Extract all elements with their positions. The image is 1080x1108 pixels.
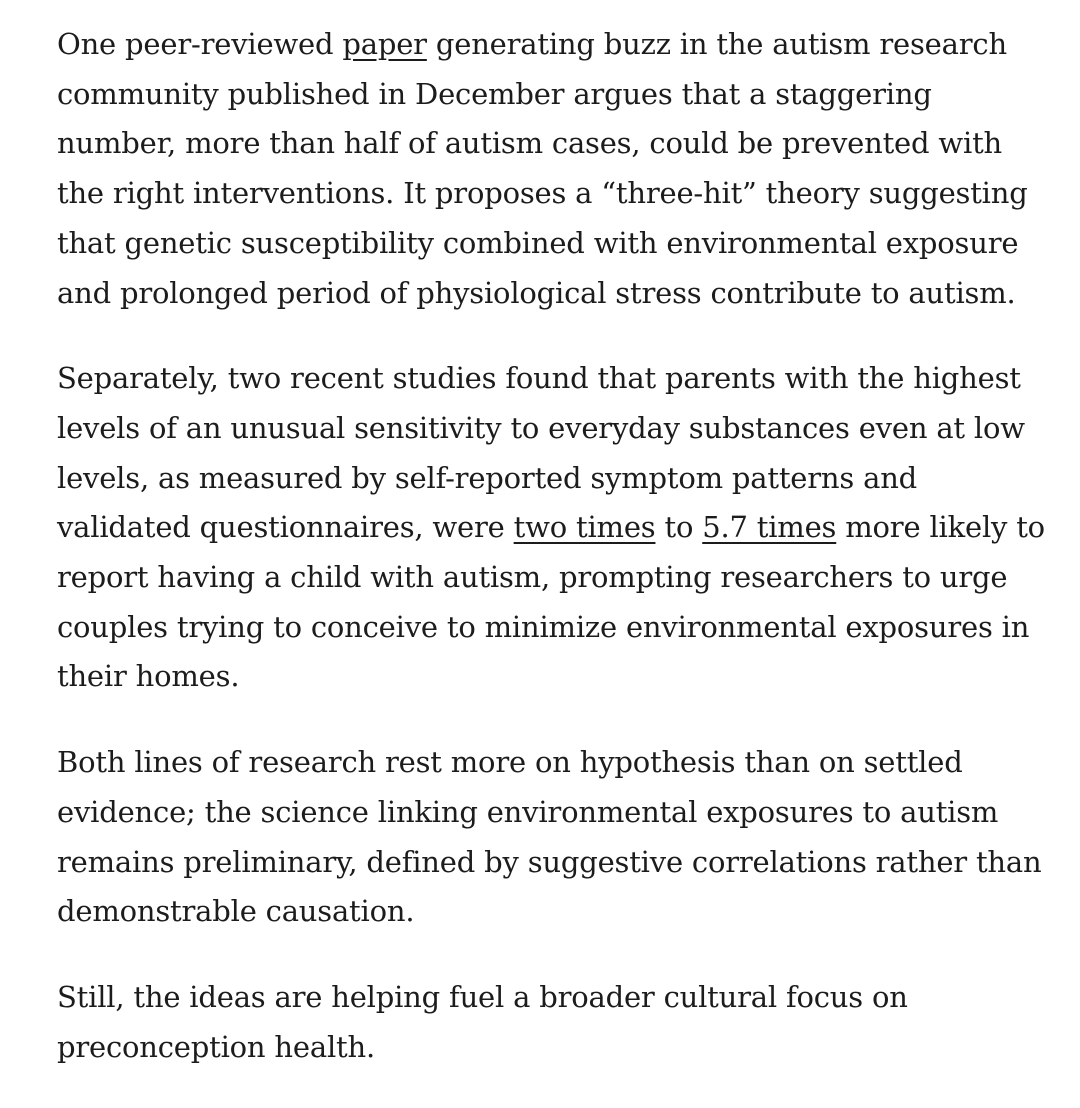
p2-text-between: to: [655, 510, 703, 545]
paragraph-three-hit-theory: [57, 20, 1047, 318]
p1-text-end: generating buzz in the autism research community published in December argues that a staggering number, more than half of autism cases, could be prevented with the right interventions. It proposes a “three-hit” theory suggesting that genetic susceptibility combined with environmental exposure and prolonged period of physiological stress contribute to autism.: [57, 27, 1028, 310]
paragraph-preconception-health: Still, the ideas are helping fuel a broader cultural focus on preconception health.: [57, 979, 908, 1064]
p2-text-end: more likely to report having a child with autism, prompting researchers to urge couples trying to conceive to minimize environmental exposures in their homes.: [57, 510, 1045, 694]
two-times-study-link[interactable]: two times: [513, 510, 656, 545]
five-seven-times-study-link[interactable]: 5.7 times: [702, 510, 837, 545]
paragraph-preliminary-evidence: Both lines of research rest more on hypothesis than on settled evidence; the science linking environmental exposures to autism remains preliminary, defined by suggestive correlations rather than demonstrable causation.: [57, 745, 1042, 929]
p1-text-start: One peer-reviewed: [57, 27, 343, 61]
paragraph-parent-sensitivity-studies: [57, 354, 1047, 702]
paper-link[interactable]: paper: [342, 27, 427, 61]
article-body: [57, 20, 1047, 1108]
p2-text-start: Separately, two recent studies found that parents with the highest levels of an unusual sensitivity to everyday substances even at low levels, as measured by self-reported symptom patterns and validated questionnaires, were: [57, 361, 1025, 545]
